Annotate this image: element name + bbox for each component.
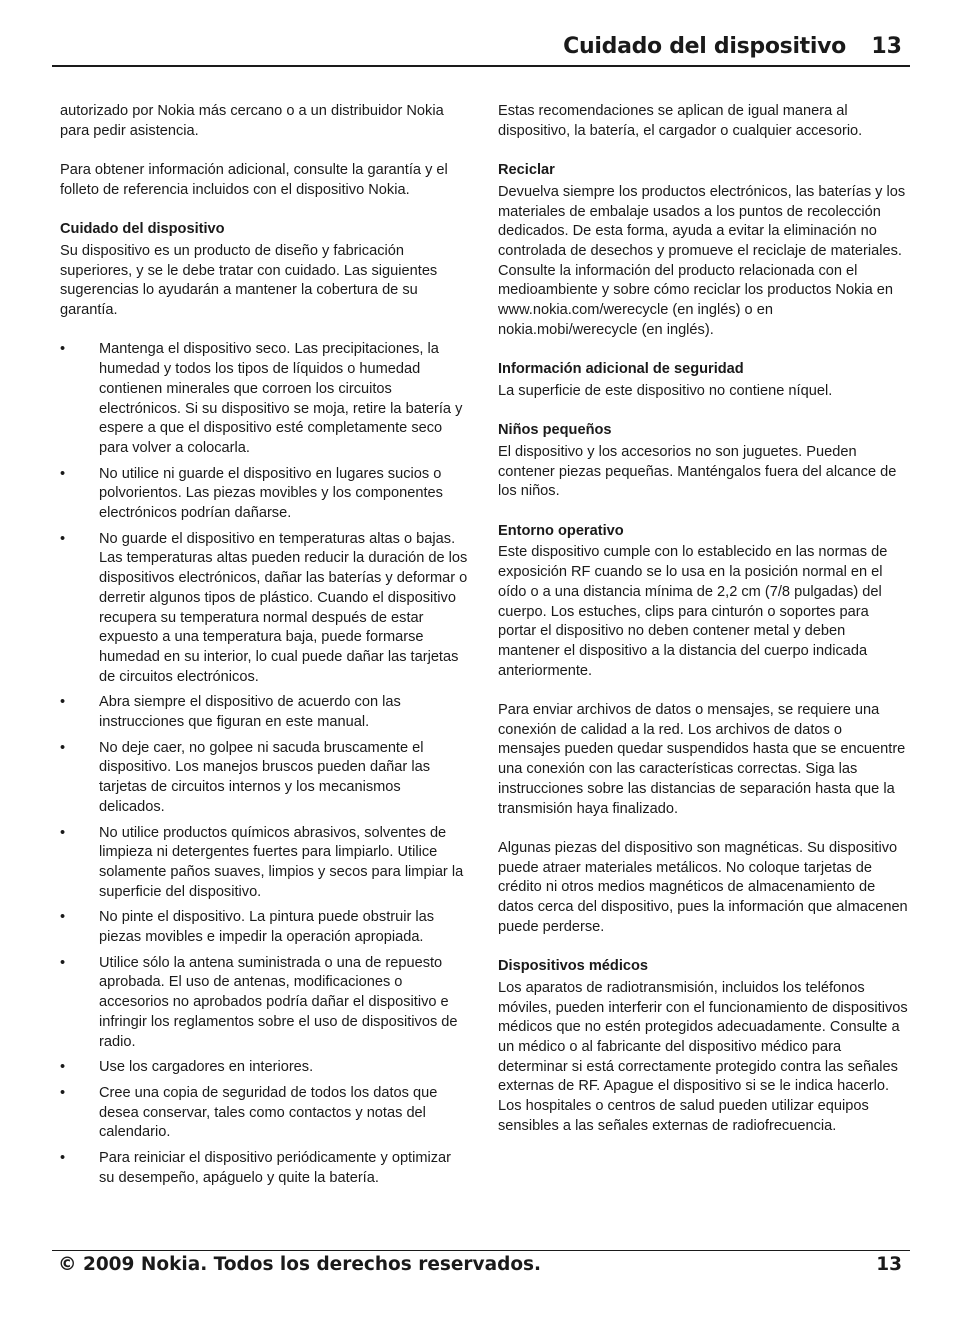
- environment-paragraph: Este dispositivo cumple con lo establecido en las normas de exposición RF cuando se lo usa en la posición normal en el oído o a una distancia mínima de 2,2 cm (7/8 pulgadas) del cuerpo. Los estuches, clips para cinturón o soportes para portar el dispositivo no deben contener metal y deben mantener el dispositivo a la distancia del cuerpo indicada anteriormente.: [498, 544, 888, 679]
- section-heading-safety: Información adicional de seguridad: [498, 361, 744, 378]
- list-item: • Abra siempre el dispositivo de acuerdo con las instrucciones que figuran en este manual.: [60, 693, 468, 732]
- footer-page-number: 13: [876, 1254, 902, 1275]
- list-item: • Cree una copia de seguridad de todos los datos que desea conservar, tales como contactos y notas del calendario.: [60, 1084, 468, 1143]
- section-heading-environment: Entorno operativo: [498, 522, 624, 539]
- warranty-paragraph: Para obtener información adicional, consulte la garantía y el folleto de referencia incluidos con el dispositivo Nokia.: [60, 162, 448, 198]
- care-tips-list: [60, 340, 468, 1188]
- section-heading-children: Niños pequeños: [498, 422, 612, 439]
- device-care-paragraph: Su dispositivo es un producto de diseño y fabricación superiores, y se le debe tratar con cuidado. Las siguientes sugerencias lo ayudarán a mantener la cobertura de su garantía.: [60, 242, 438, 318]
- recycle-paragraph: Devuelva siempre los productos electrónicos, las baterías y los materiales de embalaje usados a los puntos de recolección dedicados. De esta forma, ayuda a evitar la eliminación no controlada de desechos y promueve el reciclaje de materiales. Consulte la información del producto relacionada con el medioambiente y sobre cómo reciclar los productos Nokia en www.nokia.com/werecycle (en inglés) o en nokia.mobi/werecycle (en inglés).: [498, 183, 906, 338]
- section-heading-medical: Dispositivos médicos: [498, 958, 649, 975]
- list-item: • Mantenga el dispositivo seco. Las precipitaciones, la humedad y todos los tipos de líquidos o humedad contienen minerales que corroen los circuitos electrónicos. Si su dispositivo se moja, retire la batería y espere a que el dispositivo esté completamente seco para volver a colocarla.: [60, 340, 468, 458]
- list-item: • Utilice sólo la antena suministrada o una de repuesto aprobada. El uso de antenas, modificaciones o accesorios no aprobados podría dañar el dispositivo e infringir los reglamentos sobre el uso de dispositivos de radio.: [60, 954, 468, 1053]
- magnetic-parts-paragraph: Algunas piezas del dispositivo son magnéticas. Su dispositivo puede atraer materiales metálicos. No coloque tarjetas de crédito ni otros medios magnéticos de almacenamiento de datos cerca del dispositivo, pues la información que almacenen puede perderse.: [498, 839, 908, 935]
- list-item: • No guarde el dispositivo en temperaturas altas o bajas. Las temperaturas altas pueden reducir la duración de los dispositivos electrónicos, dañar las baterías y deformar o derretir algunos tipos de plástico. Cuando el dispositivo recupera su temperatura normal después de estar expuesto a una temperatura baja, puede formarse humedad en su interior, lo cual puede dañar las tarjetas de circuitos electrónicos.: [60, 530, 468, 688]
- safety-paragraph: La superficie de este dispositivo no contiene níquel.: [498, 382, 833, 399]
- header-page-number: 13: [871, 34, 902, 59]
- recommendations-paragraph: Estas recomendaciones se aplican de igual manera al dispositivo, la batería, el cargador o cualquier accesorio.: [498, 103, 863, 139]
- list-item: • No utilice productos químicos abrasivos, solventes de limpieza ni detergentes fuertes para limpiarlo. Utilice solamente paños suaves, limpios y secos para limpiar la superficie del dispositivo.: [60, 824, 468, 903]
- medical-paragraph: Los aparatos de radiotransmisión, incluidos los teléfonos móviles, pueden interferir con el funcionamiento de dispositivos médicos que no estén protegidos adecuadamente. Consulte a un médico o al fabricante del dispositivo médico para determinar si está correctamente protegido contra las señales externas de RF. Apague el dispositivo si se le indica hacerlo. Los hospitales o centros de salud pueden utilizar equipos sensibles a las señales externas de radiofrecuencia.: [498, 979, 908, 1134]
- section-heading-device-care: Cuidado del dispositivo: [60, 221, 225, 238]
- intro-paragraph: autorizado por Nokia más cercano o a un distribuidor Nokia para pedir asistencia.: [60, 103, 444, 139]
- copyright-text: © 2009 Nokia. Todos los derechos reservados.: [58, 1254, 542, 1275]
- page-title: Cuidado del dispositivo: [563, 34, 846, 59]
- data-transmission-paragraph: Para enviar archivos de datos o mensajes, se requiere una conexión de calidad a la red. Los archivos de datos o mensajes pueden quedar suspendidos hasta que se encuentre una conexión con las características correctas. Siga las instrucciones sobre las distancias de separación hasta que la transmisión haya finalizado.: [498, 702, 906, 817]
- right-column: [498, 102, 908, 1156]
- page-header: [52, 32, 910, 67]
- page-footer: [52, 1250, 910, 1285]
- children-paragraph: El dispositivo y los accesorios no son juguetes. Pueden contener piezas pequeñas. Manténgalos fuera del alcance de los niños.: [498, 443, 897, 500]
- left-column: [60, 102, 468, 1195]
- list-item: • Para reiniciar el dispositivo periódicamente y optimizar su desempeño, apáguelo y quite la batería.: [60, 1149, 468, 1188]
- section-heading-recycle: Reciclar: [498, 162, 555, 179]
- list-item: • No pinte el dispositivo. La pintura puede obstruir las piezas movibles e impedir la operación apropiada.: [60, 908, 468, 947]
- list-item: • No utilice ni guarde el dispositivo en lugares sucios o polvorientos. Las piezas movibles y los componentes electrónicos podrían dañarse.: [60, 465, 468, 524]
- list-item: • Use los cargadores en interiores.: [60, 1058, 468, 1078]
- list-item: • No deje caer, no golpee ni sacuda bruscamente el dispositivo. Los manejos bruscos pueden dañar las tarjetas de circuitos internos y los mecanismos delicados.: [60, 739, 468, 818]
